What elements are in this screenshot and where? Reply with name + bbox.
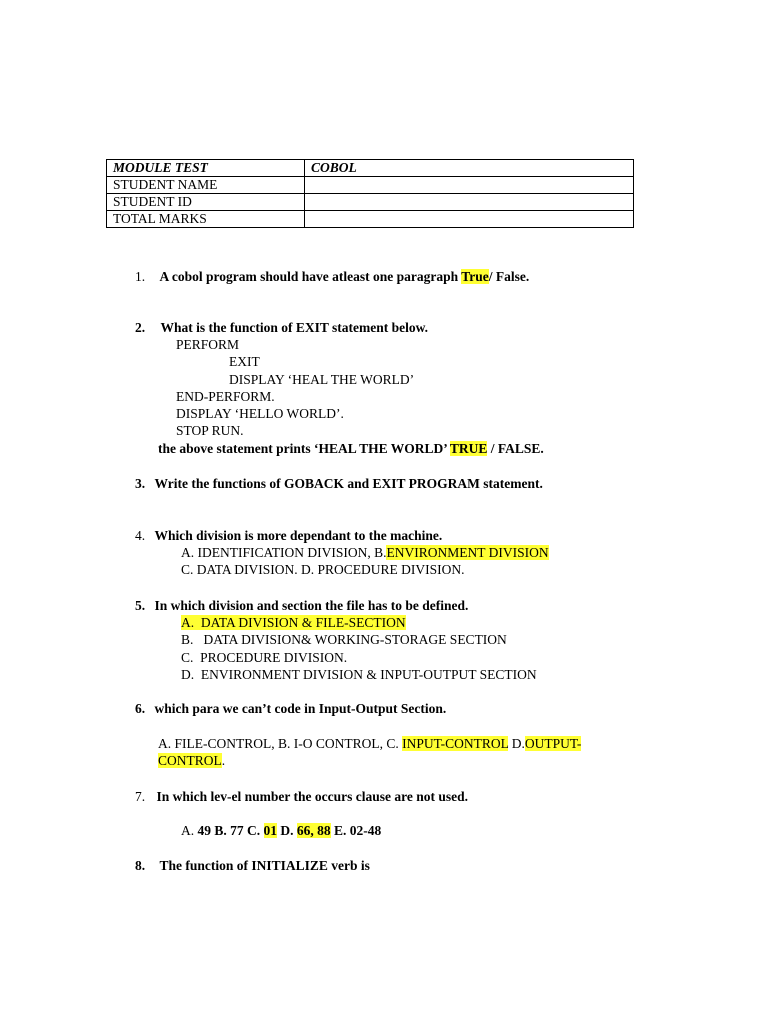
option-line <box>158 735 581 752</box>
question-number: 5. <box>135 598 146 613</box>
option-letter: A. <box>181 615 195 630</box>
answer-highlight: CONTROL <box>158 753 222 768</box>
question-text: What is the function of EXIT statement below. <box>160 320 429 335</box>
option-letter: A. <box>181 545 195 560</box>
question-6 <box>135 700 446 717</box>
option-letter: D. <box>181 667 195 682</box>
total-marks-label: TOTAL MARKS <box>107 211 305 228</box>
option-text: ENVIRONMENT DIVISION & INPUT-OUTPUT SECTION <box>200 667 537 682</box>
option-letter: A. <box>181 823 195 838</box>
question-number: 3. <box>135 476 146 491</box>
option-line <box>181 614 406 631</box>
option-text: . <box>221 753 226 768</box>
total-marks-value <box>305 211 634 228</box>
question-number: 1. <box>135 269 146 284</box>
option-line <box>158 752 225 769</box>
student-name-label: STUDENT NAME <box>107 177 305 194</box>
question-number: 4. <box>135 528 146 543</box>
answer-highlight: INPUT-CONTROL <box>402 736 509 751</box>
option-line <box>181 666 537 683</box>
answer-highlight: 01 <box>263 823 278 838</box>
question-number: 8. <box>135 858 146 873</box>
option-text: 49 B. 77 C. <box>194 823 264 838</box>
option-text: DATA DIVISION & FILE-SECTION <box>200 615 406 630</box>
table-row <box>107 211 634 228</box>
code-line: STOP RUN. <box>176 423 244 438</box>
question-text: A cobol program should have atleast one paragraph <box>159 269 462 284</box>
option-text: E. 02-48 <box>330 823 382 838</box>
answer-highlight <box>181 615 406 630</box>
question-5 <box>135 597 468 614</box>
header-table <box>106 159 634 228</box>
question-rest: / False. <box>488 269 530 284</box>
answer-highlight: OUTPUT- <box>524 736 582 751</box>
option-text: D. <box>508 736 525 751</box>
option-text: PROCEDURE DIVISION. <box>200 650 348 665</box>
module-test-value: COBOL <box>305 160 634 177</box>
question-number: 6. <box>135 701 146 716</box>
question-text: In which division and section the file has to be defined. <box>154 598 469 613</box>
question-8 <box>135 857 370 874</box>
option-text: DATA DIVISION& WORKING-STORAGE SECTION <box>200 632 507 647</box>
question-2 <box>135 319 428 336</box>
option-line <box>181 631 507 648</box>
question-4 <box>135 527 442 544</box>
question-rest: / FALSE. <box>487 441 544 456</box>
option-line: C. DATA DIVISION. D. PROCEDURE DIVISION. <box>181 562 465 577</box>
answer-highlight: 66, 88 <box>296 823 331 838</box>
code-line: PERFORM <box>176 337 240 352</box>
question-number: 7. <box>135 789 146 804</box>
option-line <box>181 822 381 839</box>
question-7 <box>135 788 468 805</box>
module-test-label: MODULE TEST <box>107 160 305 177</box>
answer-highlight: True <box>461 269 489 284</box>
question-text: In which lev-el number the occurs clause are not used. <box>156 789 468 804</box>
question-text: which para we can’t code in Input-Output Section. <box>154 701 447 716</box>
student-id-value <box>305 194 634 211</box>
statement-text: the above statement prints ‘HEAL THE WORLD’ <box>158 441 450 456</box>
option-letter: B. <box>181 632 194 647</box>
option-text: IDENTIFICATION DIVISION, B. <box>194 545 387 560</box>
question-text: The function of INITIALIZE verb is <box>159 858 370 873</box>
question-text: Write the functions of GOBACK and EXIT PROGRAM statement. <box>154 476 543 491</box>
table-row <box>107 160 634 177</box>
student-name-value <box>305 177 634 194</box>
code-line: EXIT <box>229 354 260 369</box>
code-line: DISPLAY ‘HEAL THE WORLD’ <box>229 372 415 387</box>
question-1 <box>135 268 529 285</box>
option-text: D. <box>277 823 297 838</box>
option-text: A. FILE-CONTROL, B. I-O CONTROL, C. <box>158 736 403 751</box>
option-line <box>181 649 347 666</box>
student-id-label: STUDENT ID <box>107 194 305 211</box>
table-row <box>107 194 634 211</box>
code-line: END-PERFORM. <box>176 389 275 404</box>
question-number: 2. <box>135 320 146 335</box>
option-line <box>181 544 549 561</box>
answer-highlight: TRUE <box>449 441 488 456</box>
question-text: Which division is more dependant to the machine. <box>154 528 443 543</box>
question-3 <box>135 475 543 492</box>
code-line: DISPLAY ‘HELLO WORLD’. <box>176 406 344 421</box>
option-letter: C. <box>181 650 194 665</box>
answer-highlight: ENVIRONMENT DIVISION <box>386 545 549 560</box>
table-row <box>107 177 634 194</box>
question-statement <box>158 440 544 457</box>
